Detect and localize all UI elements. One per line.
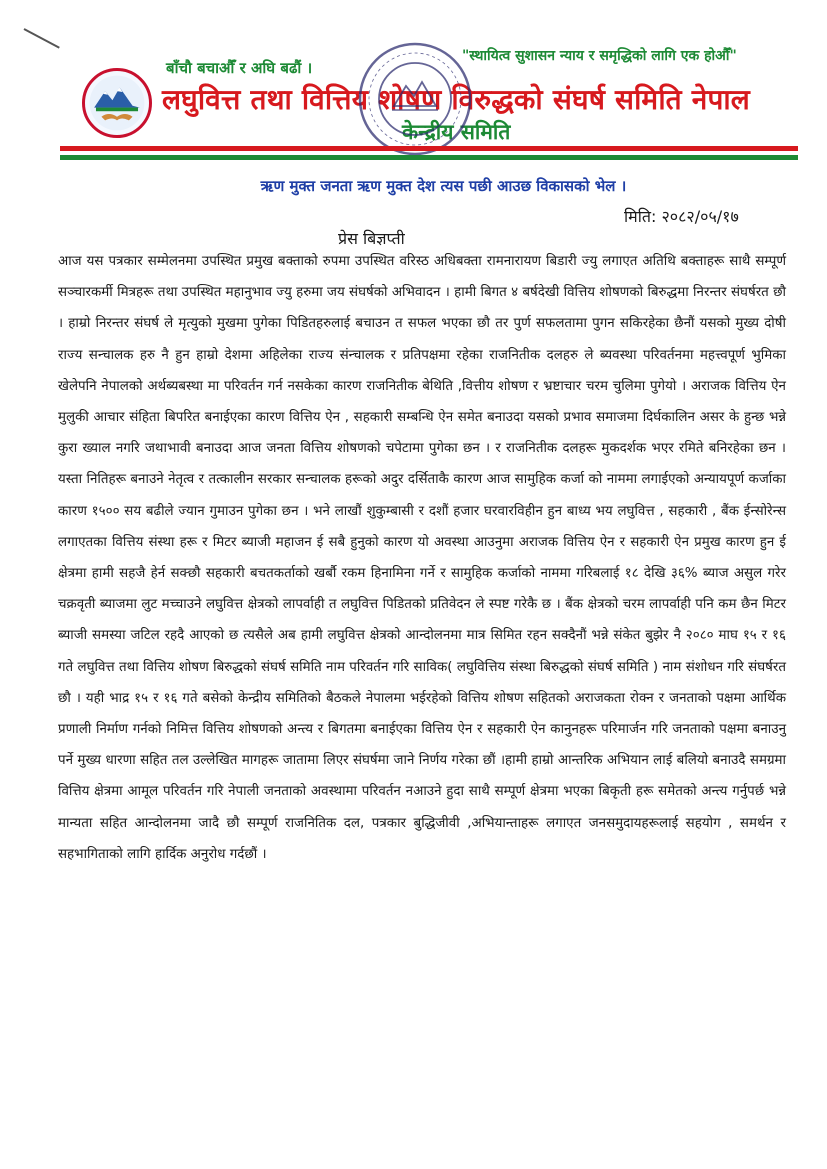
slogan-right: "स्थायित्व सुशासन न्याय र समृद्धिको लागि एक होऔँ" [462,48,737,64]
document-date: मिति: २०८२/०५/१७ [624,207,739,226]
press-release-body: आज यस पत्रकार सम्मेलनमा उपस्थित प्रमुख बक्ताको रुपमा उपस्थित वरिस्ठ अधिबक्ता रामनारायण बिडारी ज्यु लगाएत अतिथि बक्ताहरू साथै सम्पूर्ण सञ्चारकर्मी मित्रहरू तथा उपस्थित महानुभाव ज्यु हरुमा जय संघर्षको अभिवादन । हामी बिगत ४ बर्षदेखी वित्तिय शोषणको बिरुद्धमा निरन्तर संघर्षरत छौ । हाम्रो निरन्तर संघर्ष ले मृत्युको मुखमा पुगेका पिडितहरुलाई बचाउन त सफल भएका छौ तर पुर्ण सफलतामा पुगन सकिरहेका छैनौं यसको मुख्य दोषी राज्य सन्चालक हरु नै हुन हाम्रो देशमा अहिलेका राज्य संन्चालक र प्रतिपक्षमा रहेका राजनितीक दलहरु ले ब्यवस्था परिवर्तनमा महत्त्वपूर्ण भुमिका खेलेपनि नेपालको अर्थब्यबस्था मा परिवर्तन गर्न नसकेका कारण राजनितीक बेथिति ,वित्तीय शोषण र भ्रष्टाचार चरम चुलिमा पुगेयो । अराजक वित्तिय ऐन मुलुकी आचार संहिता बिपरित बनाईएका कारण वित्तिय ऐन , सहकारी सम्बन्धि ऐन समेत बनाउदा यसको प्रभाव समाजमा दिर्घकालिन असर के हुन्छ भन्ने कुरा ख्याल नगरि जथाभावी बनाउदा आज जनता वित्तिय शोषणको चपेटामा पुगेका छन । र राजनितीक दलहरू मुकदर्शक भएर रमिते बनिरहेका छन । यस्ता नितिहरू बनाउने नेतृत्व र तत्कालीन सरकार सन्चालक हरूको अदुर दर्सिताकै कारण आज सामुहिक कर्जा को नाममा लगाईएको अन्यायपूर्ण कर्जाका कारण १५०० सय बढीले ज्यान गुमाउन पुगेका छन । भने लाखौं शुकुम्बासी र दशौं हजार घरवारविहीन हुन बाध्य भय लघुवित्त , सहकारी , बैंक ईन्सोरेन्स लगाएतका वित्तिय संस्था हरू र मिटर ब्याजी महाजन ई सबै हुनुको कारण यो अवस्था आउनुमा अराजक वित्तिय ऐन र सहकारी ऐन प्रमुख कारण हुन ई क्षेत्रमा हामी सहजै हेर्न सक्छौ सहकारी बचतकर्ताको खर्बौ रकम हिनामिना गर्ने र सामुहिक कर्जाको नाममा गरिबलाई १८ देखि ३६% ब्याज असुल गरेर चक्रवृती ब्याजमा लुट मच्चाउने लघुवित्त क्षेत्रको लापर्वाही त लघुवित्त पिडितको प्रतिवेदन ले स्पष्ट गरेकै छ । बैंक क्षेत्रको चरम लापर्वाही पनि कम छैन मिटर ब्याजी समस्या जटिल रहदै आएको छ त्यसैले अब हामी लघुवित्त क्षेत्रको आन्दोलनमा मात्र सिमित रहन सक्दैनौं भन्ने संकेत बुझेर नै २०८० माघ १५ र १६ गते लघुवित्त तथा वित्तिय शोषण बिरुद्धको संघर्ष समिति नाम परिवर्तन गरि साविक( लघुवित्तिय संस्था बिरुद्धको संघर्ष समिति ) नाम संशोधन गरि संघर्षरत छौ । यही भाद्र १५ र १६ गते बसेको केन्द्रीय समितिको बैठकले नेपालमा भईरहेको वित्तिय शोषण सहितको अराजकता रोक्न र जनताको पक्षमा आर्थिक प्रणाली निर्माण गर्नको निमित्त वित्तिय शोषणको अन्त्य र बिगतमा बनाईएका वित्तिय ऐन र सहकारी ऐन कानुनहरू परिमार्जन गरि जनताको पक्षमा बनाउनु पर्ने मुख्य धारणा सहित तल उल्लेखित मागहरू जातामा लिएर संघर्षमा जाने निर्णय गरेका छौं ।हामी हाम्रो आन्तरिक अभियान लाई बलियो बनाउदै समग्रमा वित्तिय क्षेत्रमा आमूल परिवर्तन गरि नेपाली जनताको अवस्थामा परिवर्तन नआउने हुदा साथै सम्पूर्ण क्षेत्रमा भएका बिकृती हरू समेतको अन्त्य गर्नुपर्छ भन्ने मान्यता सहित आन्दोलनमा जादै छौ सम्पूर्ण राजनितिक दल, पत्रकार बुद्धिजीवी ,अभियान्ताहरू लगाएत जनसमुदायहरूलाई सहयोग , समर्थन र सहभागिताको लागि हार्दिक अनुरोध गर्दछौं । [58,254,786,862]
organization-logo [82,68,152,138]
slogan-left: बाँचौ बचाऔँ र अघि बढौं । [166,59,313,77]
committee-name: केन्द्रीय समिति [402,120,511,144]
scan-corner-mark [24,28,60,49]
motto: ऋण मुक्त जनता ऋण मुक्त देश त्यस पछी आउछ विकासको भेल । [260,177,627,195]
committee-seal [356,40,474,158]
document-title: प्रेस बिज्ञप्ती [338,229,405,248]
organization-name: लघुवित्त तथा वित्तिय शोषण विरुद्धको संघर्ष समिति नेपाल [162,83,750,116]
round-seal-stamp-icon [356,40,474,158]
header-rule-red [60,146,798,151]
logo-mountains-handshake-icon [85,71,149,135]
header-rule-green [60,155,798,160]
